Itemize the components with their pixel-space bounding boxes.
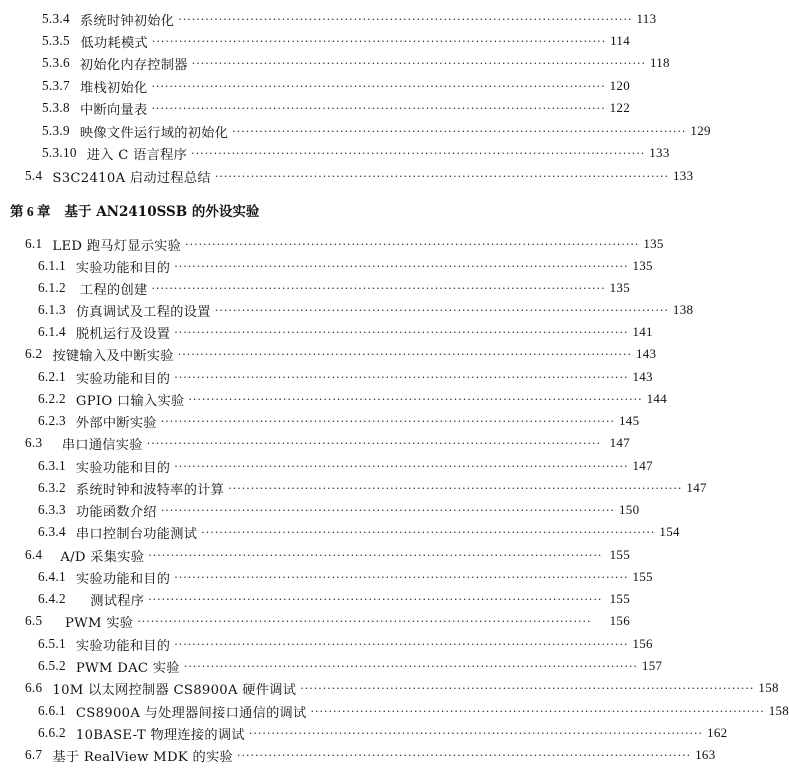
toc-entry[interactable]: [0, 410, 640, 432]
dot-leader: ·····································································································: [191, 56, 646, 70]
toc-entry[interactable]: [0, 97, 630, 119]
entry-number: 6.6.1: [38, 703, 66, 718]
entry-title: 测试程序: [90, 593, 145, 609]
toc-entry[interactable]: [0, 633, 653, 655]
dot-leader: ·····································································································: [232, 124, 687, 138]
entry-number: 5.3.7: [42, 78, 70, 93]
dot-leader: ·····································································································: [151, 34, 607, 48]
toc-entry[interactable]: [0, 277, 630, 299]
entry-page: 145: [618, 413, 640, 428]
dot-leader: ·····································································································: [146, 436, 601, 450]
entry-number: 6.7: [25, 747, 43, 762]
entry-page: 158: [768, 703, 789, 718]
toc-entry[interactable]: [0, 544, 630, 566]
entry-title: 实验功能和目的: [75, 638, 171, 654]
dot-leader: ·····································································································: [174, 459, 629, 473]
entry-page: 143: [632, 369, 653, 384]
entry-number: 5.3.9: [42, 123, 70, 138]
entry-title: 系统时钟和波特率的计算: [75, 482, 225, 498]
entry-page: 113: [636, 11, 657, 26]
entry-number: 6.2.2: [38, 391, 66, 406]
toc-entry[interactable]: [0, 455, 653, 477]
entry-page: 144: [646, 391, 667, 406]
dot-leader: ·····································································································: [310, 704, 765, 718]
dot-leader: ·····································································································: [228, 481, 683, 495]
toc-entry[interactable]: [0, 677, 779, 699]
entry-number: 5.3.5: [42, 33, 70, 48]
toc-entry[interactable]: [0, 8, 657, 30]
dot-leader: ·····································································································: [185, 237, 640, 251]
entry-number: 6.5: [25, 613, 43, 628]
chapter-title: 基于 AN2410SSB 的外设实验: [64, 204, 260, 220]
entry-title: 工程的创建: [80, 282, 148, 298]
entry-number: 5.4: [25, 168, 43, 183]
entry-number: 6.3: [25, 435, 43, 450]
dot-leader: ·····································································································: [191, 146, 646, 160]
dot-leader: ·····································································································: [160, 414, 615, 428]
toc-entry[interactable]: [0, 120, 711, 142]
entry-number: 6.1.2: [38, 280, 66, 295]
dot-leader: ·····································································································: [174, 325, 629, 339]
entry-page: 118: [649, 55, 670, 70]
entry-title: 映像文件运行域的初始化: [79, 125, 229, 141]
entry-number: 6.2: [25, 346, 43, 361]
toc-entry[interactable]: [0, 588, 630, 610]
entry-number: 6.1.3: [38, 302, 66, 317]
entry-page: 156: [609, 613, 630, 628]
toc-entry[interactable]: [0, 299, 694, 321]
entry-page: 155: [609, 547, 630, 562]
entry-number: 6.4: [25, 547, 43, 562]
dot-leader: ·····································································································: [137, 614, 592, 628]
entry-title: PWM DAC 实验: [75, 660, 180, 676]
entry-page: 156: [632, 636, 653, 651]
entry-title: 堆栈初始化: [80, 80, 148, 96]
dot-leader: ·····································································································: [151, 101, 606, 115]
entry-page: 150: [618, 502, 640, 517]
toc-entry[interactable]: [0, 366, 653, 388]
toc-entry[interactable]: [0, 165, 694, 187]
dot-leader: ·····································································································: [214, 169, 669, 183]
entry-number: 6.2.1: [38, 369, 66, 384]
dot-leader: ·····································································································: [148, 592, 603, 606]
toc-entry[interactable]: [0, 52, 670, 74]
entry-title: 基于 RealView MDK 的实验: [52, 749, 233, 765]
entry-page: 154: [659, 524, 680, 539]
entry-title: 10M 以太网控制器 CS8900A 硬件调试: [52, 682, 297, 698]
entry-number: 5.3.10: [42, 145, 77, 160]
entry-title: 串口通信实验: [61, 437, 143, 453]
entry-title: 实验功能和目的: [75, 371, 171, 387]
entry-number: 6.3.3: [38, 502, 66, 517]
dot-leader: ·····································································································: [248, 726, 704, 740]
entry-number: 5.3.8: [42, 100, 70, 115]
dot-leader: ·····································································································: [177, 347, 632, 361]
entry-title: 串口控制台功能测试: [75, 526, 198, 542]
entry-page: 155: [609, 591, 630, 606]
entry-page: 141: [632, 324, 653, 339]
entry-title: 低功耗模式: [80, 35, 148, 51]
dot-leader: ·····································································································: [174, 259, 629, 273]
dot-leader: ·····································································································: [300, 681, 755, 695]
dot-leader: ·····································································································: [174, 637, 629, 651]
entry-number: 6.3.4: [38, 524, 66, 539]
entry-page: 157: [641, 658, 663, 673]
toc-entry[interactable]: [0, 477, 707, 499]
entry-number: 6.6: [25, 680, 43, 695]
entry-number: 6.1.4: [38, 324, 66, 339]
entry-title: LED 跑马灯显示实验: [52, 238, 182, 254]
toc-entry[interactable]: [0, 610, 630, 632]
entry-number: 6.3.1: [38, 458, 66, 473]
dot-leader: ·····································································································: [148, 548, 603, 562]
dot-leader: ·····································································································: [178, 12, 633, 26]
toc-entry[interactable]: [0, 255, 653, 277]
toc-entry[interactable]: [0, 655, 663, 677]
toc-entry[interactable]: [0, 722, 728, 744]
entry-title: 10BASE-T 物理连接的调试: [75, 727, 245, 743]
toc-entry[interactable]: [0, 566, 653, 588]
entry-page: 143: [635, 346, 657, 361]
entry-number: 6.4.1: [38, 569, 66, 584]
dot-leader: ·····································································································: [214, 303, 669, 317]
entry-page: 114: [610, 33, 630, 48]
entry-number: 6.3.2: [38, 480, 66, 495]
toc-entry[interactable]: [0, 30, 630, 52]
entry-page: 135: [643, 236, 664, 251]
entry-page: 138: [672, 302, 694, 317]
entry-title: A/D 采集实验: [60, 549, 145, 565]
entry-page: 155: [632, 569, 653, 584]
dot-leader: ·····································································································: [183, 659, 638, 673]
entry-title: PWM 实验: [65, 615, 134, 631]
entry-title: 按键输入及中断实验: [52, 348, 174, 364]
toc-entry[interactable]: [0, 432, 630, 454]
entry-page: 147: [632, 458, 653, 473]
entry-title: 功能函数介绍: [75, 504, 157, 520]
entry-page: 122: [609, 100, 630, 115]
entry-page: 120: [609, 78, 630, 93]
entry-title: 脱机运行及设置: [75, 326, 171, 342]
entry-title: GPIO 口输入实验: [75, 393, 185, 409]
toc-entry[interactable]: [0, 700, 789, 722]
entry-title: CS8900A 与处理器间接口通信的调试: [75, 705, 307, 721]
entry-title: 仿真调试及工程的设置: [75, 304, 211, 320]
toc-entry[interactable]: [0, 744, 716, 766]
dot-leader: ·····································································································: [151, 79, 606, 93]
entry-page: 147: [609, 435, 630, 450]
entry-title: 实验功能和目的: [75, 260, 171, 276]
toc-entry[interactable]: [0, 388, 667, 410]
toc-entry[interactable]: [0, 75, 630, 97]
entry-page: 133: [672, 168, 694, 183]
entry-title: 外部中断实验: [75, 415, 157, 431]
chapter-heading[interactable]: [10, 199, 259, 221]
entry-number: 6.2.3: [38, 413, 66, 428]
entry-page: 158: [758, 680, 779, 695]
entry-number: 6.5.2: [38, 658, 66, 673]
entry-page: 147: [686, 480, 707, 495]
entry-page: 135: [632, 258, 653, 273]
entry-number: 5.3.6: [42, 55, 70, 70]
dot-leader: ·····································································································: [236, 748, 692, 762]
dot-leader: ·····································································································: [201, 525, 656, 539]
entry-page: 163: [695, 747, 716, 762]
entry-number: 6.1: [25, 236, 43, 251]
dot-leader: ·····································································································: [151, 281, 606, 295]
entry-number: 6.1.1: [38, 258, 66, 273]
toc-entry[interactable]: [0, 521, 680, 543]
toc-entry[interactable]: [0, 321, 653, 343]
entry-title: 初始化内存控制器: [79, 57, 188, 73]
entry-title: 进入 C 语言程序: [86, 147, 188, 163]
toc-entry[interactable]: [0, 142, 670, 164]
entry-page: 135: [609, 280, 630, 295]
entry-title: 实验功能和目的: [75, 571, 171, 587]
entry-page: 133: [649, 145, 670, 160]
dot-leader: ·····································································································: [174, 570, 629, 584]
entry-title: 实验功能和目的: [75, 460, 171, 476]
entry-number: 5.3.4: [42, 11, 70, 26]
entry-page: 162: [707, 725, 728, 740]
entry-number: 6.4.2: [38, 591, 66, 606]
entry-page: 129: [690, 123, 711, 138]
toc-entry[interactable]: [0, 343, 657, 365]
entry-number: 6.5.1: [38, 636, 66, 651]
entry-title: 系统时钟初始化: [79, 13, 175, 29]
entry-number: 6.6.2: [38, 725, 66, 740]
dot-leader: ·····································································································: [188, 392, 643, 406]
dot-leader: ·····································································································: [160, 503, 615, 517]
entry-title: 中断向量表: [80, 102, 148, 118]
chapter-number: 第 6 章: [10, 204, 51, 219]
dot-leader: ·····································································································: [174, 370, 629, 384]
entry-title: S3C2410A 启动过程总结: [52, 170, 211, 186]
toc-entry[interactable]: [0, 233, 664, 255]
toc-entry[interactable]: [0, 499, 640, 521]
